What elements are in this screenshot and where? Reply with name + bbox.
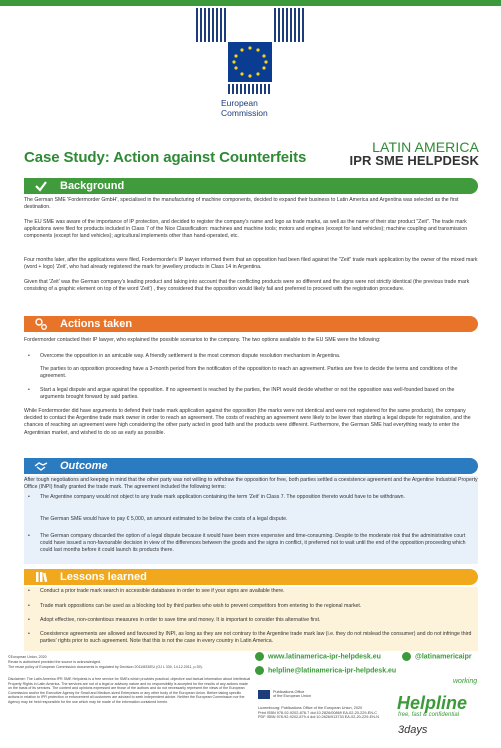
gears-icon (34, 317, 48, 331)
brand-title (350, 140, 479, 168)
actions-bullet-2: • Start a legal dispute and argue against the opposition. If no agreement is reached by the parties, the INPI would decide whether or not the opposition was well-founded based on the arguments brought forward by said parties. (40, 387, 476, 401)
header-band (0, 0, 501, 150)
actions-paragraph-end: While Fordermorder did have arguments to defend their trade mark application against the opposition (the marks were not identical and were not registered for the same products), the company decided to contact the Argentine trade mark owner in order to reach an agreement. The costs of reaching an agreement were likely to be lower than starting a legal dispute for registration, and the chances of reaching an agreement were high considering the other party acted in good faith and the products were different. Furthermore, the German SME had everything ready to enter the Argentinian market, and wished to do so as early as possible. (24, 408, 471, 436)
footer-twitter-text: @latinamericaipr (415, 653, 472, 661)
footer-web-text: www.latinamerica-ipr-helpdesk.eu (268, 653, 381, 661)
footer-reuse-2: The reuse policy of European Commission documents is regulated by Decision 2011/833/EU (OJ L 330, 14.12.2011, p.39). (8, 665, 203, 669)
footer-email-text: helpline@latinamerica-ipr-helpdesk.eu (268, 667, 397, 675)
footer-lux: Luxembourg: Publications Office of the European Union, 2020 (258, 706, 363, 710)
outcome-bullet-1-detail: The German SME would have to pay € 5,000, an amount estimated to be below the costs of a legal dispute. (40, 516, 288, 522)
actions-bullet-1-detail: The parties to an opposition proceeding have a 3-month period from the notification of the opposition to reach an agreement. Parties are free to decide the terms and conditions of the agreement. (40, 366, 458, 380)
european-commission-logo (196, 8, 304, 148)
globe-icon (255, 652, 264, 661)
footer-twitter-link[interactable] (402, 652, 472, 661)
handshake-icon (34, 459, 48, 473)
outcome-intro: After tough negotiations and keeping in mind that the other party was not willing to withdraw the opposition for free, both parties settled a coexistence agreement and the Argentine Industrial Property Office (INPI) finally granted the trade mark. The agreement included the following terms: (24, 477, 478, 491)
outcome-paragraph-end: • The German company discarded the option of a legal dispute because it would have been more expensive and time-consuming. Despite to the moderate risk that the administrative court could have issued a non-favourable decision in view of the differences between the goods and the signs in conflict, it preferred not to wait until the end of the opposition proceeding which could last months before it could launch its products there. (40, 533, 476, 555)
books-icon (34, 570, 48, 584)
outcome-heading-label: Outcome (60, 460, 108, 472)
section-heading-background (24, 178, 478, 194)
publications-office-label (273, 690, 311, 699)
email-icon (255, 666, 264, 675)
footer-web-link[interactable] (255, 652, 381, 661)
brand-line1: LATIN AMERICA (372, 139, 479, 155)
helpline-days: 3days (398, 724, 428, 736)
publications-office-logo (258, 690, 270, 699)
actions-heading-label: Actions taken (60, 318, 133, 330)
footer-publication-info (258, 706, 392, 720)
footer-reuse-1: Reuse is authorised provided the source is acknowledged. (8, 660, 101, 664)
ec-label-line1: European (221, 98, 258, 108)
section-heading-actions (24, 316, 478, 332)
european-commission-label (221, 98, 268, 118)
footer-disclaimer: Disclaimer: The Latin America IPR SME Helpdesk is a free service for SMEs which provides practical, objective and factual information about Intellectual Property Rights in Latin America. The services are not of a legal or advisory nature and no responsibility is accepted for the results of any actions made on the basis of its services. The content and opinions expressed are those of the authors and do not necessarily represent the views of the European Commission and/or the Executive Agency for Small and Medium-sized Enterprises or any other body of the European Union. Before taking specific actions in relation to IPR protection or enforcement all customers are advised to seek independent advice. Neither the European Commission nor the Agency may be held responsible for the use which may be made of the information contained herein. (8, 677, 251, 704)
lessons-bullet-2: • Trade mark oppositions can be used as a blocking tool by third parties who wish to prevent competitors from entering to the regional market. (40, 603, 476, 610)
actions-intro: Fordermorder contacted their IP lawyer, who explained the possible scenarios to the company. The two options available to the EU SME were the following: (24, 337, 381, 343)
header-stripe (0, 0, 501, 6)
footer-copyright: ©European Union, 2020 (8, 655, 47, 659)
footer-email-link[interactable] (255, 666, 396, 675)
pub-line2: of the European Union (273, 694, 311, 699)
background-paragraph-2: The EU SME was aware of the importance of IP protection, and decided to register the company's name and logo as trade marks, as well as the name of their star product "Zeit". The trade mark applications were filed for products included in Class 7 of the Nice Classification: machines and machine tools; motors and engines (except for land vehicles); machine coupling and transmission components (except for land vehicles); agricultural implements other than hand-operated, etc. (24, 219, 468, 240)
lessons-bullet-4: • Coexistence agreements are allowed and favoured by INPI, as long as they are not contrary to the Argentine trade mark law (i.e. they do not mislead the consumer) and do not infringe third parties' rights prior to such agreement. Note that this is not the case in every country in Latin America. (40, 631, 476, 645)
outcome-bullet-1: • The Argentine company would not object to any trade mark application containing the term 'Zeit' in Class 7. The opposition thereto would have to be withdrawn. (40, 494, 476, 501)
lessons-bullet-1: • Conduct a prior trade mark search in accessible databases in order to see if your signs are available there. (40, 588, 476, 595)
section-heading-outcome (24, 458, 478, 474)
lessons-heading-label: Lessons learned (60, 571, 147, 583)
pub-line1: Publications Office (273, 690, 305, 694)
helpline-tagline: free, fast & confidential (398, 712, 460, 718)
actions-bullet-1: • Overcome the opposition in an amicable way. A friendly settlement is the most common dispute resolution mechanism in Argentina. (40, 353, 476, 360)
lessons-bullet-3: • Adopt effective, non-contentious measures in order to save time and money. It is important to consider this alternative first. (40, 617, 476, 624)
helpline-logo: Helpline (397, 693, 468, 713)
brand-line2: IPR SME HELPDESK (349, 153, 479, 168)
section-heading-lessons (24, 569, 478, 585)
checkmark-icon (34, 179, 48, 193)
background-paragraph-1: The German SME 'Fordermorder GmbH', specialised in the manufacturing of machine components, decided to expand their business to Latin America and Argentina was selected as the first destination. (24, 197, 459, 211)
twitter-icon (402, 652, 411, 661)
page-title: Case Study: Action against Counterfeits (24, 149, 307, 166)
footer-isbn-pdf: PDF ISBN 978-92-9202-879-4 doi:10.2826/913733 EA-02-20-229-EN-N (258, 715, 379, 720)
background-paragraph-3: Four months later, after the applications were filed, Fordermorder's IP lawyer informed them that an opposition had been filed against the "Zeit" trade mark application by the owner of the mixed mark (word + logo) 'Zeit', who had already registered the mark for jewellery products in Class 14 in Argentina. (24, 257, 478, 271)
background-heading-label: Background (60, 180, 125, 192)
ec-label-line2: Commission (221, 108, 268, 118)
footer-isbn-print: Print ISBN 978-92-9202-878-7 doi:10.2826/00869 EA-02-20-229-EN-C (258, 710, 378, 715)
background-paragraph-4: Given that 'Zeit' was the German company's leading product and taking into account that the conflicting products were so different and the signs were not strictly identical (the previous trade mark consisting of a graphic element on top of the word 'Zeit') , they considered that the opposition would likely fail and preferred to proceed with the registration procedure. (24, 279, 470, 293)
helpline-working-label: working (453, 678, 478, 685)
